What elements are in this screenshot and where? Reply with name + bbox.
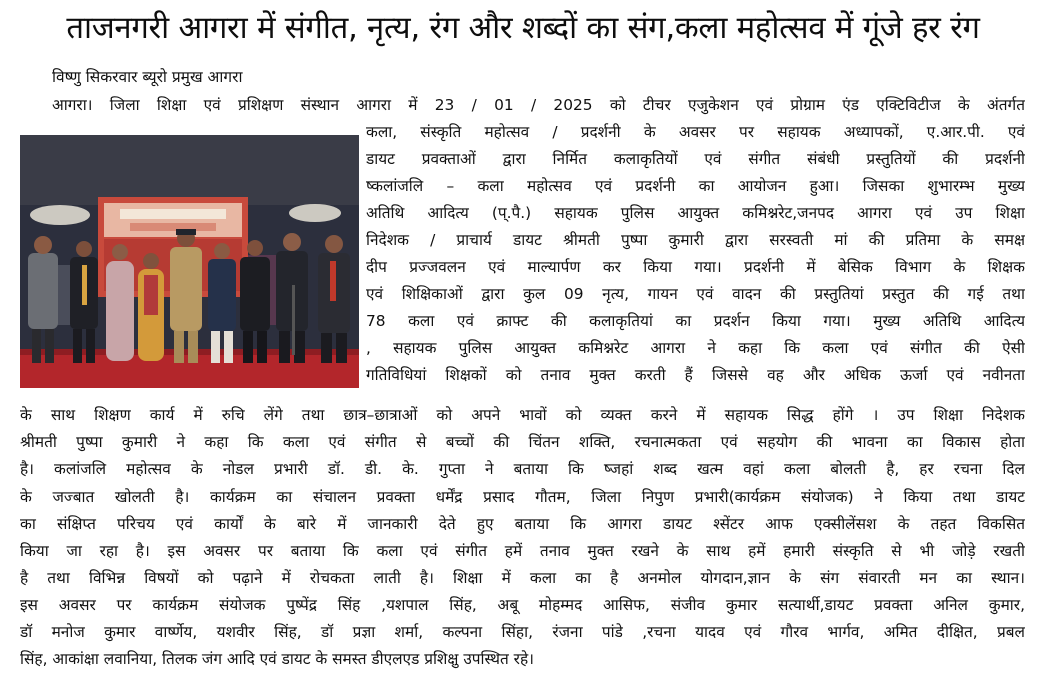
body-line-17: किया जा रहा है। इस अवसर पर बताया कि कला एवं संगीत हमें तनाव मुक्त रखने के साथ हमें हमारी संस्कृति से भी जोड़े रखती xyxy=(20,542,1025,560)
body-line-14: है। कलांजलि महोत्सव के नोडल प्रभारी डॉ. डी. के. गुप्ता ने बताया कि ष्जहां शब्द खत्म वहां कला बोलती है, हर रचना दिल xyxy=(20,460,1025,478)
body-line-7: दीप प्रज्जवलन एवं माल्यार्पण कर किया गया। प्रदर्शनी में बेसिक विभाग के शिक्षक xyxy=(366,258,1025,276)
body-line-20: डॉ मनोज कुमार वार्ष्णेय, यशवीर सिंह, डॉ प्रज्ञा शर्मा, कल्पना सिंहा, रंजना पांडे ,रचना यादव एवं गौरव भार्गव, अमित दीक्षित, प्रबल xyxy=(20,623,1025,641)
body-line-4: ष्कलांजलि – कला महोत्सव एवं प्रदर्शनी का आयोजन हुआ। जिसका शुभारम्भ मुख्य xyxy=(366,177,1025,195)
body-line-21: सिंह, आकांक्षा लवानिया, तिलक जंग आदि एवं डायट के समस्त डीएलएड प्रशिक्षु उपस्थित रहे। xyxy=(20,650,534,668)
body-line-6: निदेशक / प्राचार्य डायट श्रीमती पुष्पा कुमारी द्वारा सरस्वती मां की प्रतिमा के समक्ष xyxy=(366,231,1025,249)
body-line-10: , सहायक पुलिस आयुक्त कमिश्नरेट आगरा ने कहा कि कला एवं संगीत की ऐसी xyxy=(366,339,1025,357)
event-photo xyxy=(20,135,359,388)
body-line-11: गतिविधियां शिक्षकों को तनाव मुक्त करती हैं जिससे वह और अधिक ऊर्जा एवं नवीनता xyxy=(366,366,1025,384)
body-line-9: 78 कला एवं क्राफ्ट की कलाकृतियां का प्रदर्शन किया गया। मुख्य अतिथि आदित्य xyxy=(366,312,1025,330)
group-photo-icon xyxy=(20,135,359,388)
body-line-5: अतिथि आदित्य (प्.पै.) सहायक पुलिस आयुक्त कमिश्नरेट,जनपद आगरा एवं उप शिक्षा xyxy=(366,204,1025,222)
body-line-13: श्रीमती पुष्पा कुमारी ने कहा कि कला एवं संगीत से बच्चों की चिंतन शक्ति, रचनात्मकता एवं सहयोग की भावना का विकास होता xyxy=(20,433,1025,451)
body-line-19: इस अवसर पर कार्यक्रम संयोजक पुष्पेंद्र सिंह ,यशपाल सिंह, अबू मोहम्मद आसिफ, संजीव कुमार सत्यार्थी,डायट प्रवक्ता अनिल कुमार, xyxy=(20,596,1025,614)
body-line-8: एवं शिक्षिकाओं द्वारा कुल 09 नृत्य, गायन एवं वादन की प्रस्तुतियां प्रस्तुत की गई तथा xyxy=(366,285,1025,303)
headline: ताजनगरी आगरा में संगीत, नृत्य, रंग और शब्दों का संग,कला महोत्सव में गूंजे हर रंग xyxy=(66,10,980,46)
body-line-12: के साथ शिक्षण कार्य में रुचि लेंगे तथा छात्र–छात्राओं को अपने भावों को व्यक्त करने में सहायक सिद्ध होंगे । उप शिक्षा निदेशक xyxy=(20,406,1025,424)
body-line-16: का संक्षिप्त परिचय एवं कार्यों के बारे में जानकारी देते हुए बताया कि आगरा डायट श्सेंटर आफ एक्सीलेंसश के तहत विकसित xyxy=(20,515,1025,533)
body-line-1: आगरा। जिला शिक्षा एवं प्रशिक्षण संस्थान आगरा में 23 / 01 / 2025 को टीचर एजुकेशन एवं प्रोग्राम एंड एक्टिविटीज के अंतर्गत xyxy=(52,96,1025,114)
body-line-15: के जज्बात खोलती है। कार्यक्रम का संचालन प्रवक्ता धर्मेंद्र प्रसाद गौतम, जिला निपुण प्रभारी(कार्यक्रम संयोजक) ने किया तथा डायट xyxy=(20,488,1025,506)
byline: विष्णु सिकरवार ब्यूरो प्रमुख आगरा xyxy=(52,68,243,86)
body-line-18: है तथा विभिन्न विषयों को पढ़ाने में रोचकता लाती है। शिक्षा में कला का है अनमोल योगदान,ज्ञान के संग संवारती मन का स्थान। xyxy=(20,569,1025,587)
body-line-2: कला, संस्कृति महोत्सव / प्रदर्शनी के अवसर पर सहायक अध्यापकों, ए.आर.पी. एवं xyxy=(366,123,1025,141)
body-line-3: डायट प्रवक्ताओं द्वारा निर्मित कलाकृतियों एवं संगीत संबंधी प्रस्तुतियों की प्रदर्शनी xyxy=(366,150,1025,168)
